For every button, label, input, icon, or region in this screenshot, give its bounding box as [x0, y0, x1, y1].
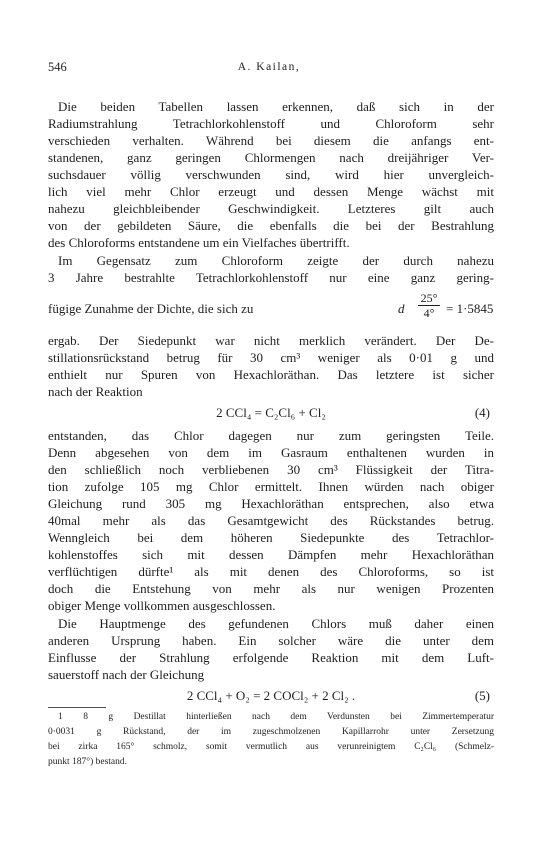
text-line: 3 Jahre bestrahlte Tetrachlorkohlenstoff nur eine ganz gering- [48, 270, 494, 285]
density-line [48, 291, 494, 325]
text-line: verflüchtigen dürfte¹ als mit denen des Chloroforms, so ist [48, 564, 494, 579]
footnote-line: punkt 187°) bestand. [48, 757, 127, 767]
text-line: von der gebildeten Säure, die ebenfalls die bei der Bestrahlung [48, 218, 494, 233]
text-line: lich viel mehr Chlor erzeugt und dessen Menge wächst mit [48, 184, 494, 199]
text-line: den schließlich noch verbliebenen 30 cm³ Flüssigkeit der Titra- [48, 462, 494, 477]
text-line: des Chloroforms entstandene um ein Vielfaches übertrifft. [48, 235, 350, 250]
text-line: tion zufolge 105 mg Chlor ermittelt. Ihnen würden nach obiger [48, 479, 494, 494]
text-line: nahezu gleichbleibender Geschwindigkeit. Letzteres gilt auch [48, 201, 494, 216]
fraction-denominator: 4° [423, 306, 435, 320]
running-head: A. Kailan, [237, 61, 301, 73]
density-symbol: d [398, 301, 405, 316]
footnote-line: 0·0031 g Rückstand, der im zugeschmolzenen Kapillarrohr unter Zersetzung [48, 727, 494, 737]
text-line: stillationsrückstand betrug für 30 cm³ weniger als 0·01 g und [48, 350, 494, 365]
equation-body: 2 CCl₄ = C₂Cl₆ + Cl₂ [216, 405, 326, 420]
text-line: anderen Ursprung haben. Ein solcher wäre die unter dem [48, 633, 494, 648]
text-line: obiger Menge vollkommen ausgeschlossen. [48, 598, 276, 613]
text-line: doch die Entstehung von mehr als nur wenigen Prozenten [48, 581, 494, 596]
text-line: nach der Reaktion [48, 384, 143, 399]
footnote-line: bei zirka 165° schmolz, somit vermutlich aus verunreinigtem C₂Cl₆ (Schmelz- [48, 742, 494, 752]
text-line: Im Gegensatz zum Chloroform zeigte der durch nahezu [58, 253, 494, 268]
text-line: Radiumstrahlung Tetrachlorkohlenstoff und Chloroform sehr [48, 116, 494, 131]
text-line: Die Hauptmenge des gefundenen Chlors muß daher einen [58, 616, 494, 631]
equation-number: (5) [474, 688, 490, 703]
page-number: 546 [48, 60, 67, 74]
density-value: = 1·5845 [446, 301, 494, 316]
text-line: suchsdauer völlig verschwunden sind, wird hier unvergleich- [48, 167, 494, 182]
text-line: standenen, ganz geringen Chlormengen nach dreijähriger Ver- [48, 150, 494, 165]
text-line: Einflusse der Strahlung erfolgende Reaktion mit dem Luft- [48, 650, 494, 665]
equation-body: 2 CCl₄ + O₂ = 2 COCl₂ + 2 Cl₂ . [186, 688, 356, 703]
density-fraction [418, 291, 440, 320]
density-line-text: fügige Zunahme der Dichte, die sich zu [48, 301, 254, 316]
text-line: Die beiden Tabellen lassen erkennen, daß sich in der [58, 99, 494, 114]
fraction-numerator: 25° [418, 291, 440, 306]
footnote-divider [48, 707, 106, 708]
text-line: verschieden verhalten. Während bei diesem die anfangs ent- [48, 133, 494, 148]
text-line: enthielt nur Spuren von Hexachloräthan. Das letztere ist sicher [48, 367, 494, 382]
text-line: Denn abgesehen von dem im Gasraum enthaltenen wurden in [48, 445, 494, 460]
text-line: ergab. Der Siedepunkt war nicht merklich verändert. Der De- [48, 333, 494, 348]
text-line: sauerstoff nach der Gleichung [48, 667, 205, 682]
footnote-line: 1 8 g Destillat hinterließen nach dem Verdunsten bei Zimmertemperatur [58, 712, 494, 722]
page-header [48, 60, 490, 80]
text-line: kohlenstoffes sich mit dessen Dämpfen mehr Hexachloräthan [48, 547, 494, 562]
text-line: Wenngleich bei dem höheren Siedepunkte des Tetrachlor- [48, 530, 494, 545]
text-line: Gleichung rund 305 mg Hexachloräthan entsprechen, also etwa [48, 496, 494, 511]
equation-number: (4) [474, 405, 490, 420]
text-line: entstanden, das Chlor dagegen nur zum geringsten Teile. [48, 428, 494, 443]
text-line: 40mal mehr als das Gesamtgewicht des Rückstandes betrug. [48, 513, 494, 528]
